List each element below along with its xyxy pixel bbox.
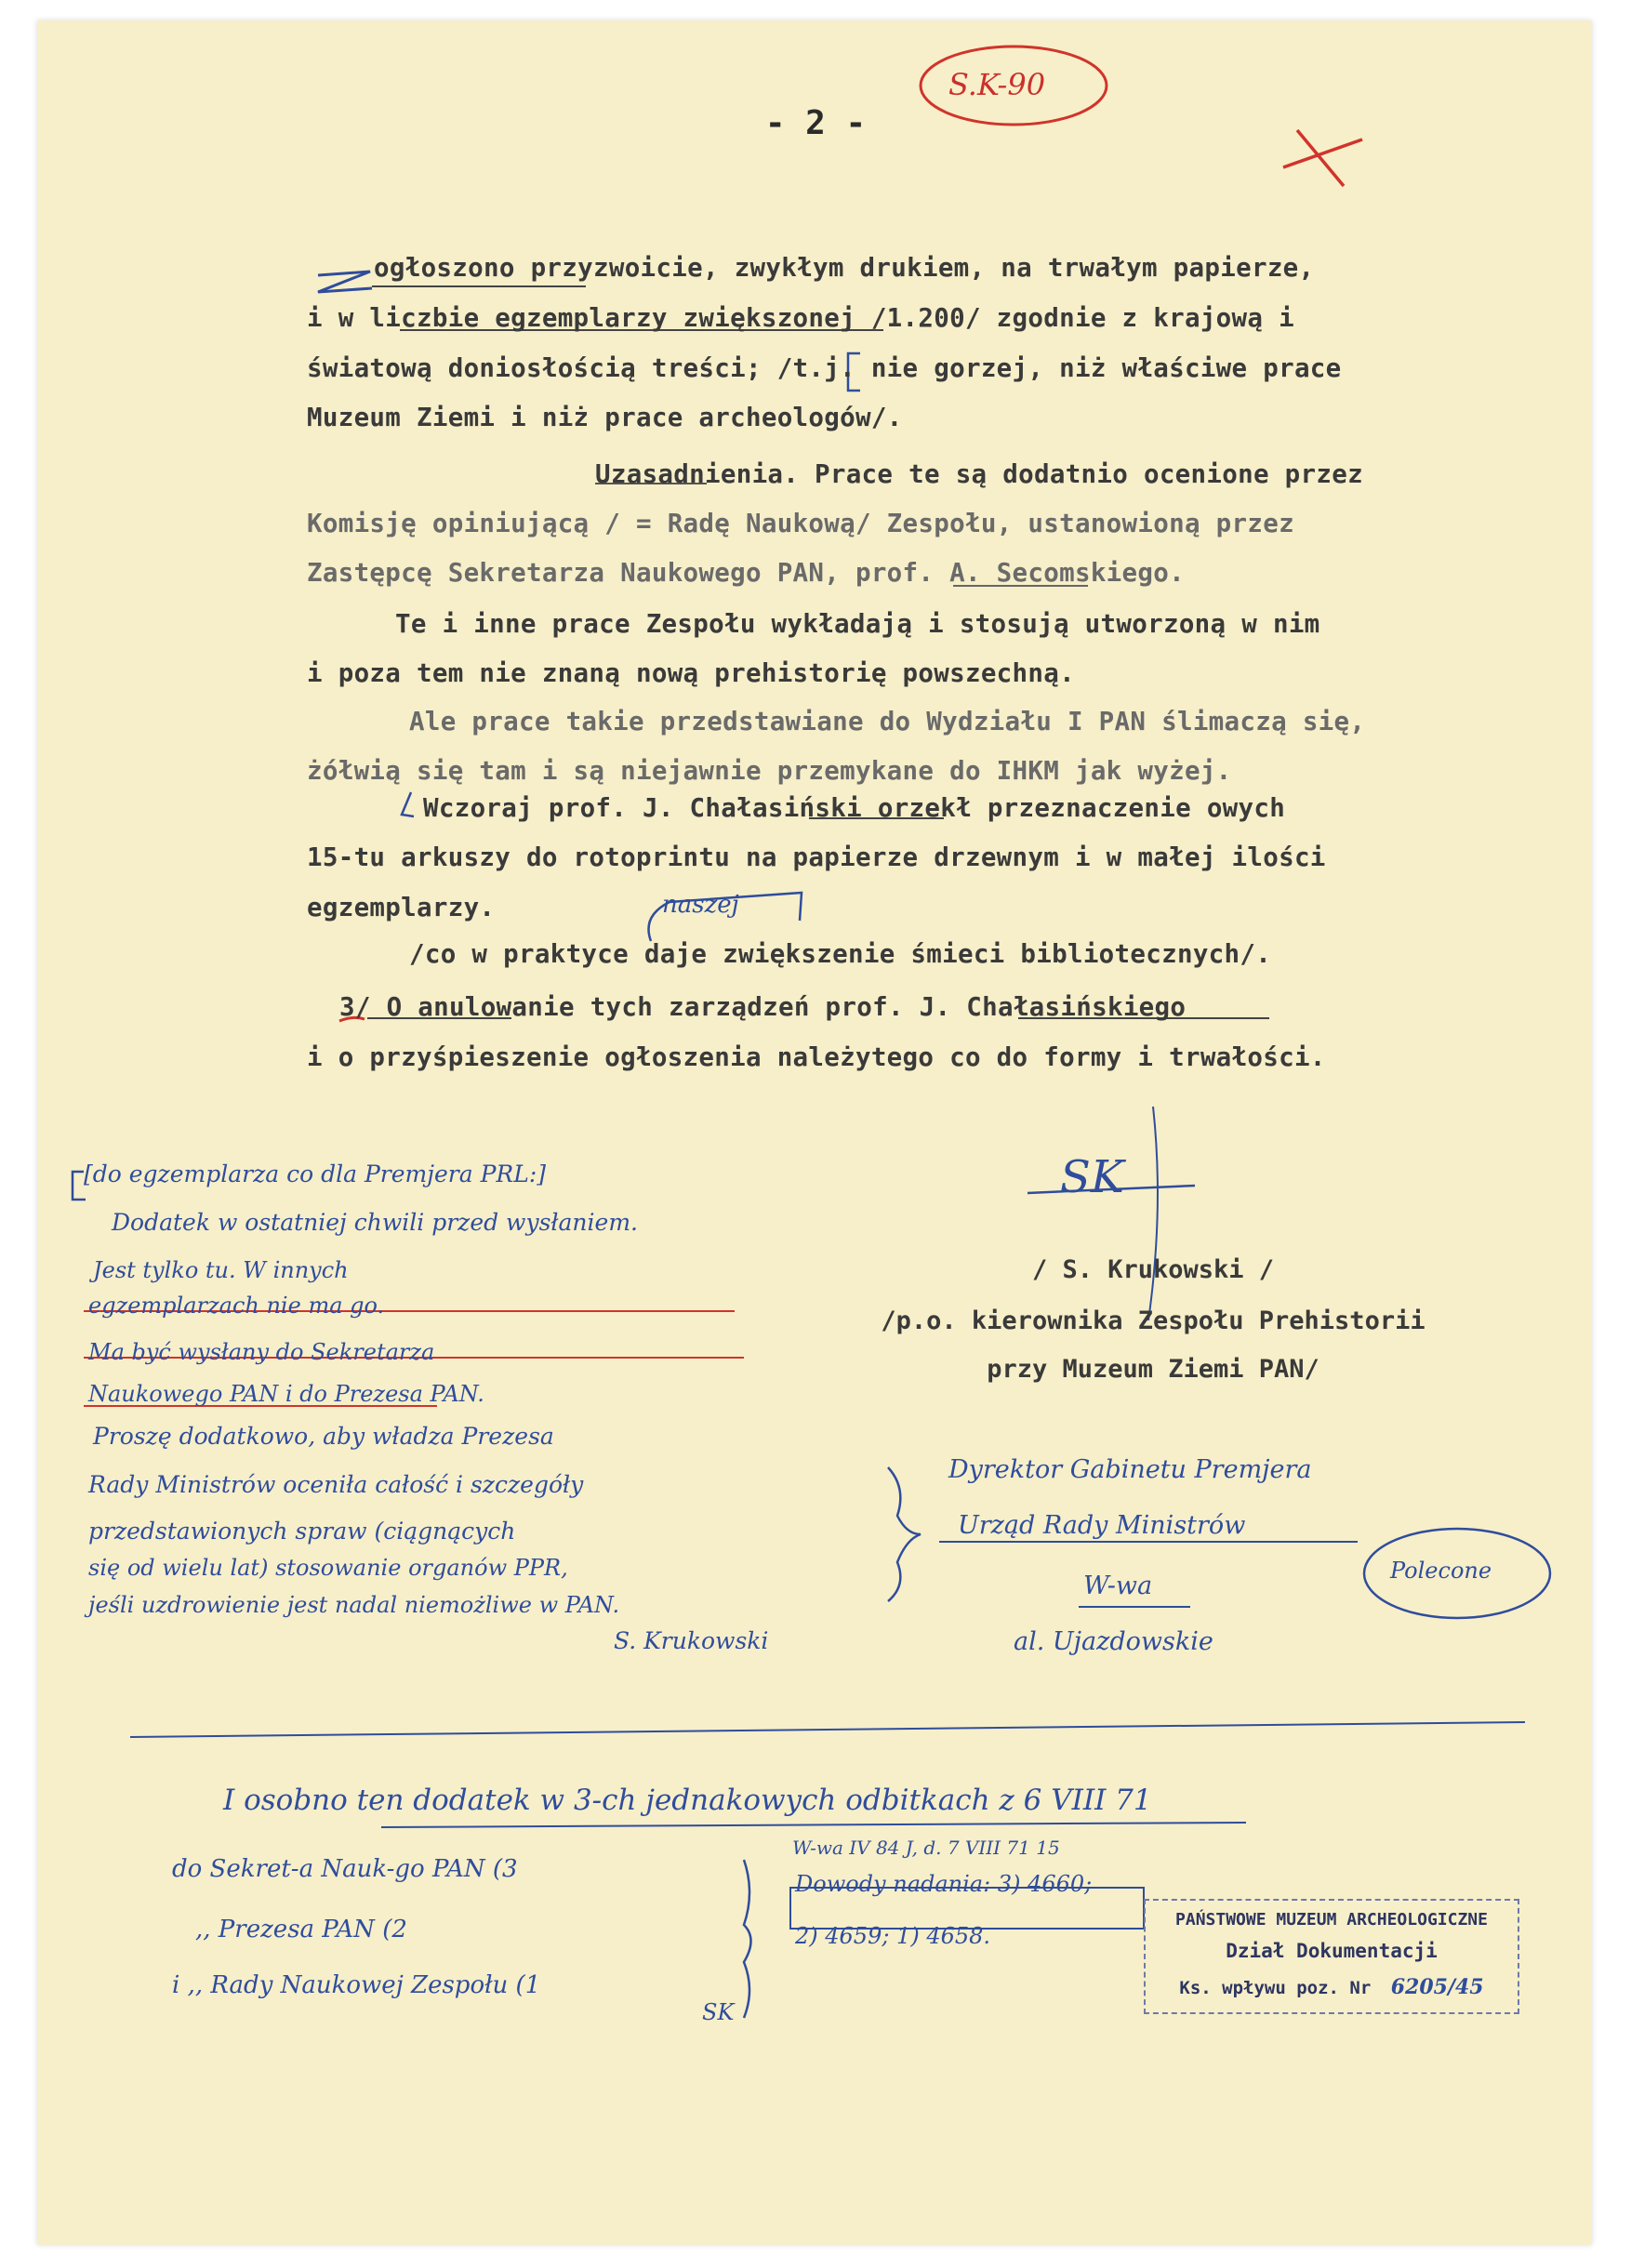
start-mark (318, 272, 372, 292)
stamp-line-1: PAŃSTWOWE MUZEUM ARCHEOLOGICZNE (1175, 1910, 1488, 1930)
body-line-8: Te i inne prace Zespołu wykładają i stosują utworzoną w nim (395, 609, 1320, 639)
address-line-3: W-wa (1083, 1572, 1153, 1600)
polecone-label: Polecone (1390, 1558, 1492, 1584)
distribution-initials: SK (702, 1999, 735, 2025)
signature-name: / S. Krukowski / (1031, 1255, 1275, 1284)
body-line-14: egzemplarzy. (307, 893, 496, 922)
body-line-17: i o przyśpieszenie ogłoszenia należytego co do formy i trwałości. (307, 1042, 1326, 1072)
body-line-6: Komisję opiniującą / = Radę Naukową/ Zespołu, ustanowioną przez (307, 509, 1294, 538)
body-line-11: żółwią się tam i są niejawnie przemykane do IHKM jak wyżej. (307, 756, 1232, 786)
note-line-4: egzemplarzach nie ma go. (88, 1293, 385, 1319)
body-line-15: /co w praktyce daje zwiększenie śmieci bibliotecznych/. (409, 939, 1272, 969)
archive-stamp (1144, 1899, 1519, 2014)
signature-title-2: przy Muzeum Ziemi PAN/ (987, 1355, 1319, 1384)
receipt-numbers: 2) 4659; 1) 4658. (795, 1923, 991, 1949)
note-line-1: [do egzemplarza co dla Premjera PRL:] (84, 1161, 546, 1187)
note-signature: S. Krukowski (614, 1627, 769, 1654)
body-line-5: Uzasadnienia. Prace te są dodatnio ocenione przez (595, 459, 1363, 489)
note-line-3: Jest tylko tu. W innych (93, 1257, 349, 1283)
body-line-9: i poza tem nie znaną nową prehistorię powszechną. (307, 658, 1075, 688)
archive-code: S.K-90 (948, 67, 1046, 102)
body-line-4: Muzeum Ziemi i niż prace archeologów/. (307, 403, 903, 432)
note-line-7: Proszę dodatkowo, aby władza Prezesa (93, 1423, 554, 1450)
distribution-line: I osobno ten dodatek w 3-ch jednakowych odbitkach z 6 VIII 71 (223, 1784, 1152, 1817)
receipt-label: Dowody nadania: 3) 4660; (795, 1871, 1093, 1897)
recipient-3: i ,, Rady Naukowej Zespołu (1 (172, 1971, 541, 1999)
note-line-6: Naukowego PAN i do Prezesa PAN. (88, 1381, 484, 1407)
body-line-12: Wczoraj prof. J. Chałasiński orzekł przeznaczenie owych (423, 793, 1286, 823)
body-line-7: Zastępcę Sekretarza Naukowego PAN, prof. A. Secomskiego. (307, 558, 1185, 588)
address-line-4: al. Ujazdowskie (1014, 1627, 1213, 1656)
note-line-5: Ma być wysłany do Sekretarza (88, 1339, 435, 1365)
recipient-2: ,, Prezesa PAN (2 (195, 1916, 407, 1943)
body-line-13: 15-tu arkuszy do rotoprintu na papierze drzewnym i w małej ilości (307, 842, 1326, 872)
stamp-entry-label: Ks. wpływu poz. Nr (1179, 1978, 1372, 1998)
note-line-11: jeśli uzdrowienie jest nadal niemożliwe w PAN. (88, 1592, 620, 1618)
body-line-1: ogłoszono przyzwoicie, zwykłym drukiem, na trwałym papierze, (374, 253, 1315, 283)
address-line-2: Urząd Rady Ministrów (958, 1511, 1246, 1540)
recipient-1: do Sekret-a Nauk-go PAN (3 (172, 1855, 518, 1883)
stamp-entry-number: 6205/45 (1390, 1975, 1484, 1999)
note-line-10: się od wielu lat) stosowanie organów PPR, (88, 1555, 568, 1581)
receipt-ref: W-wa IV 84 J, d. 7 VIII 71 15 (792, 1837, 1060, 1859)
body-line-3: światową doniosłością treści; /t.j. nie gorzej, niż właściwe prace (307, 353, 1342, 383)
signature-initials: SK (1060, 1151, 1124, 1203)
body-line-2: i w liczbie egzemplarzy zwiększonej /1.200/ zgodnie z krajową i (307, 303, 1294, 333)
note-line-2: Dodatek w ostatniej chwili przed wysłaniem. (112, 1209, 638, 1236)
body-line-10: Ale prace takie przedstawiane do Wydziału I PAN ślimaczą się, (409, 707, 1366, 736)
signature-title-1: /p.o. kierownika Zespołu Prehistorii (881, 1306, 1425, 1335)
page-number: - 2 - (764, 104, 867, 142)
insert-naszej: naszej (662, 891, 739, 919)
note-line-8: Rady Ministrów oceniła całość i szczegóły (88, 1471, 584, 1498)
address-line-1: Dyrektor Gabinetu Premjera (948, 1455, 1312, 1484)
body-line-16: 3/ O anulowanie tych zarządzeń prof. J. Chałasińskiego (339, 992, 1187, 1022)
note-line-9: przedstawionych spraw (ciągnących (88, 1518, 516, 1545)
stamp-line-2: Dział Dokumentacji (1226, 1940, 1438, 1962)
